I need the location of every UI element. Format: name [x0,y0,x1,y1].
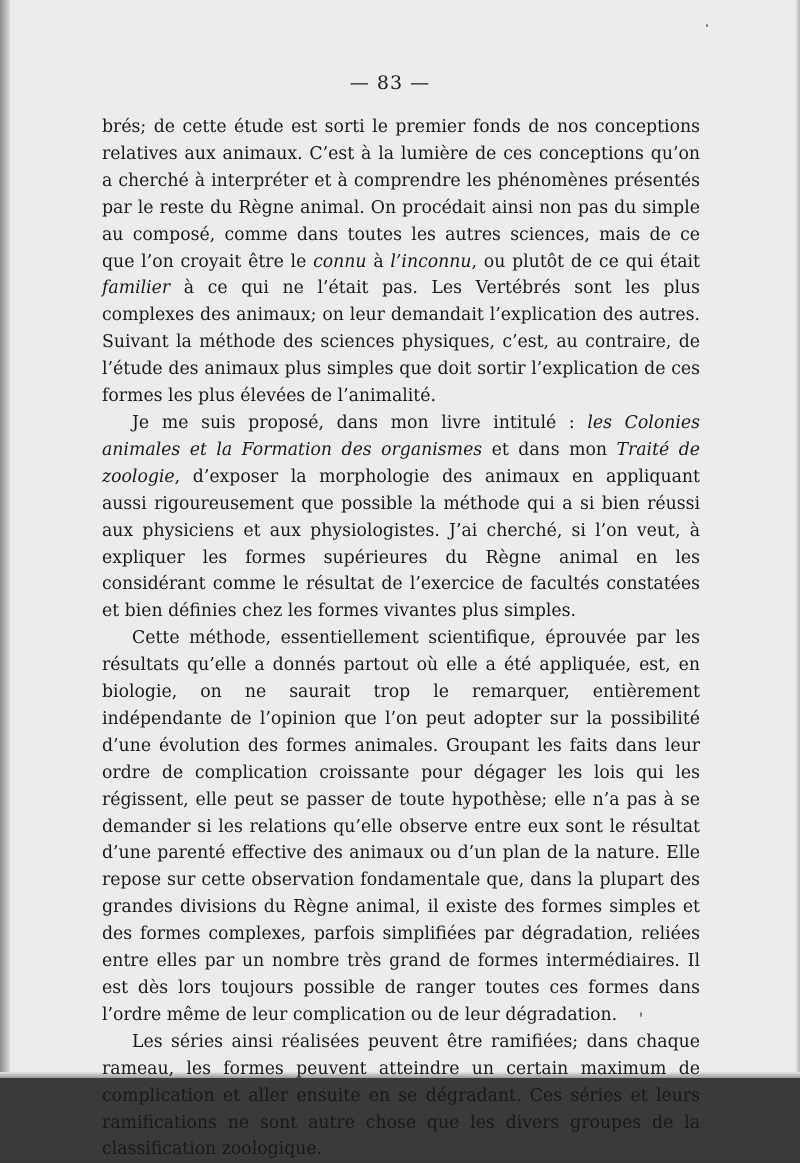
text-run: Cette méthode, essentiellement scientifique, éprouvée par les résultats qu’elle a donnés partout où elle a été appliquée, est, en biologie, on ne saurait trop le remarquer, entièrement indépendante de l’opinion que l’on peut adopter sur la possibilité d’une évolution des formes animales. Groupant les faits dans leur ordre de complication croissante pour dégager les lois qui les régissent, elle peut se passer de toute hypothèse; elle n’a pas à se demander si les relations qu’elle observe entre eux sont le résultat d’une parenté effective des animaux ou d’un plan de la nature. Elle repose sur cette observation fondamentale que, dans la plupart des grandes divisions du Règne animal, il existe des formes simples et des formes complexes, parfois simplifiées par dégradation, reliées entre elles par un nombre très grand de formes intermédiaires. Il est dès lors toujours possible de ranger toutes ces formes dans l’ordre même de leur complication ou de leur dégradation. [102,628,700,1025]
page-right-edge [796,0,800,1078]
text-run: à ce qui ne l’était pas. Les Vertébrés sont les plus complexes des animaux; on leur demandait l’explication des autres. Suivant la méthode des sciences physiques, c’est, au contraire, de l’étude des animaux plus simples que doit sortir l’explication de ces formes les plus élevées de l’animalité. [102,278,700,407]
text-run: et dans mon [482,439,617,460]
text-run: brés; de cette étude est sorti le premier fonds de nos conceptions relatives aux animaux. C’est à la lumière de ces conceptions qu’on a cherché à interpréter et à comprendre les phénomènes présentés par le reste du Règne animal. On procédait ainsi non pas du simple au composé, comme dans toutes les autres sciences, mais de ce que l’on croyait être le [102,117,700,272]
page-left-shadow [0,0,10,1078]
italic-run: connu [313,251,367,272]
paragraph [102,114,700,410]
italic-run: Traité de zoologie [102,439,701,487]
text-run: , d’exposer la morphologie des animaux en appliquant aussi rigoureusement que possible la méthode qui a si bien réussi aux physiciens et aux physiologistes. J’ai cherché, si l’on veut, à expliquer les formes supérieures du Règne animal en les considérant comme le résultat de l’exercice de facultés constatées et bien définies chez les formes vivantes plus simples. [102,466,700,622]
body-text [102,114,700,1163]
italic-run: les Colonies animales et la Formation des organismes [102,412,700,460]
paper-speck [706,24,708,27]
paragraph [102,410,700,625]
text-run: Les séries ainsi réalisées peuvent être ramifiées; dans chaque rameau, les formes peuvent atteindre un certain maximum de complication et aller ensuite en se dégradant. Ces séries et leurs ramifications ne sont autre chose que les divers groupes de la classification zoologique. [102,1031,700,1160]
paragraph [102,625,700,1029]
text-run: , ou plutôt de ce qui était [471,251,701,272]
paper-speck [640,1012,642,1017]
italic-run: familier [102,278,171,299]
italic-run: l’inconnu [390,251,472,272]
paragraph [102,1029,700,1163]
page-number: — 83 — [349,72,431,94]
text-run: à [366,251,391,272]
text-run: Je me suis proposé, dans mon livre intitulé : [132,412,588,433]
